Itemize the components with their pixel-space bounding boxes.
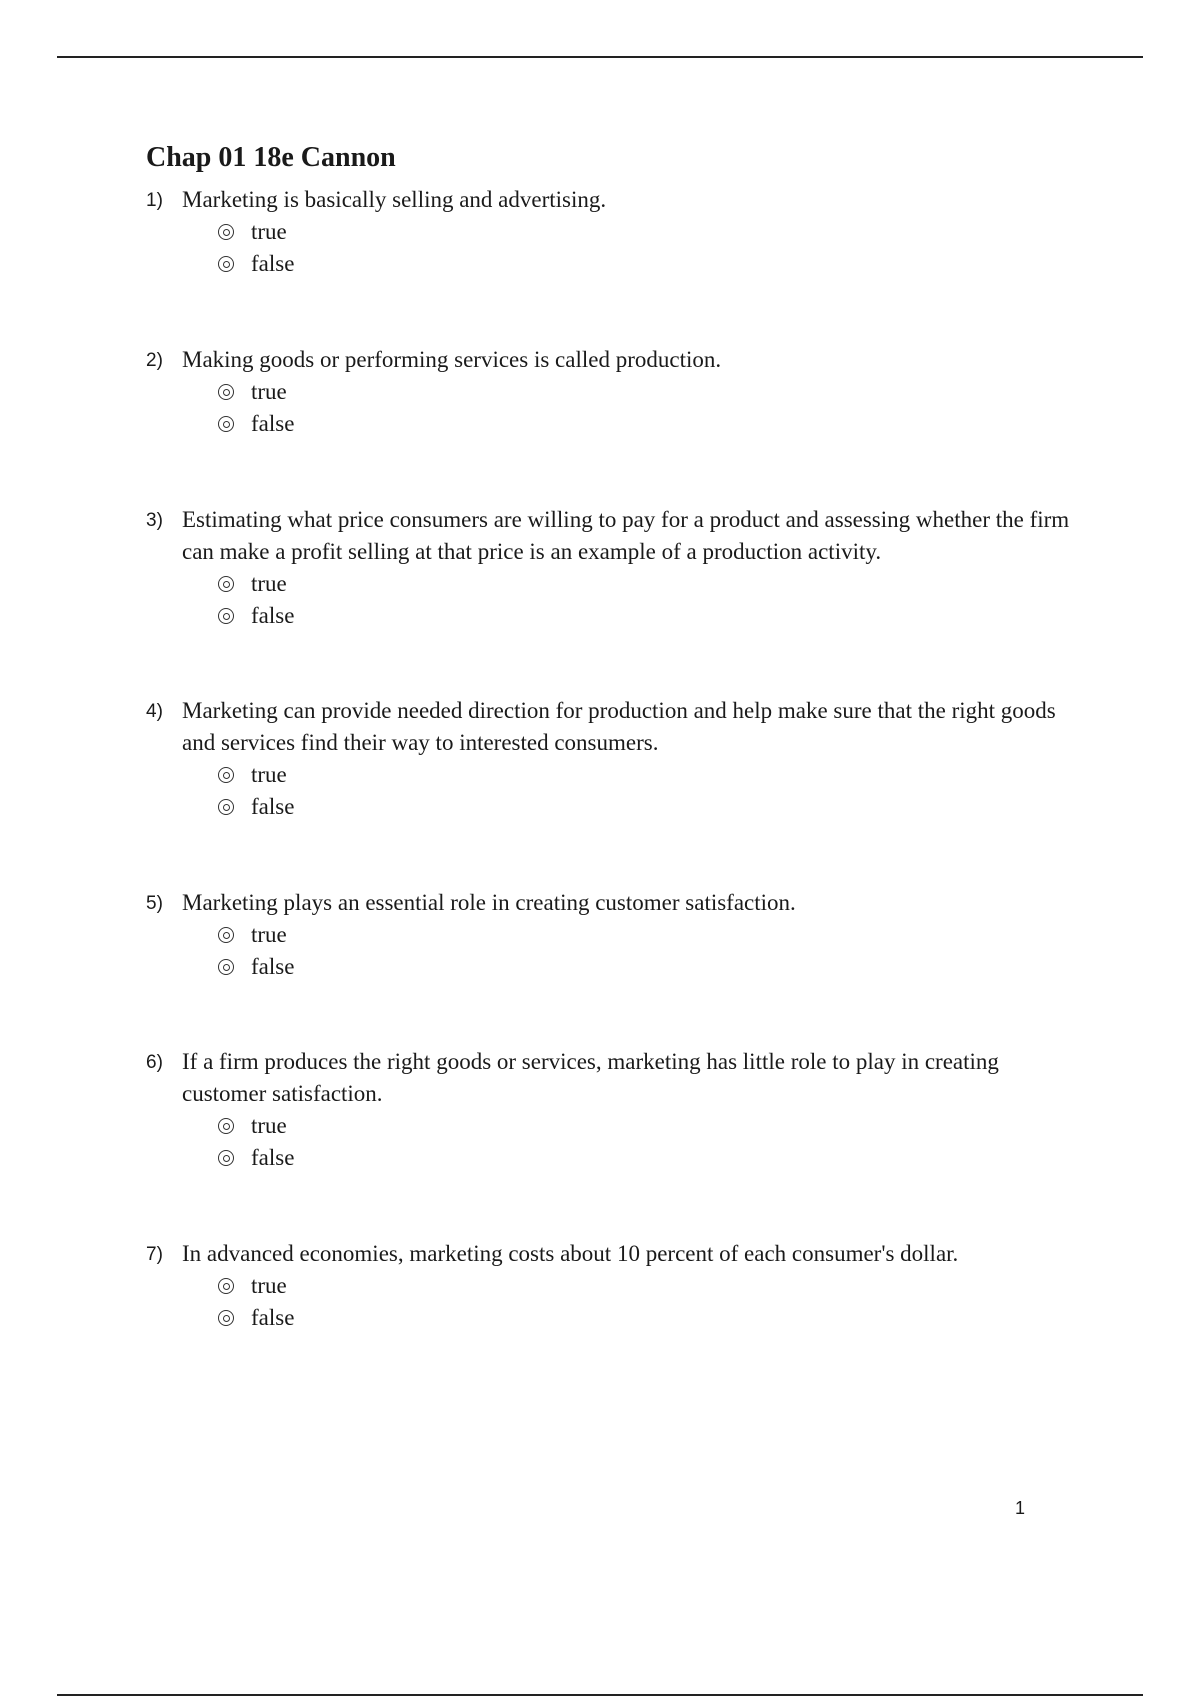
radio-icon[interactable] [218, 1310, 234, 1326]
option-true[interactable] [218, 919, 1086, 951]
radio-icon[interactable] [218, 224, 234, 240]
option-false[interactable] [218, 791, 1086, 823]
option-true[interactable] [218, 759, 1086, 791]
option-false[interactable] [218, 1302, 1086, 1334]
question-2 [146, 344, 1086, 440]
question-6 [146, 1046, 1086, 1174]
page-number: 1 [1015, 1498, 1026, 1518]
option-label: true [251, 922, 287, 947]
option-false[interactable] [218, 1142, 1086, 1174]
option-label: true [251, 1113, 287, 1138]
answer-options [146, 568, 1086, 632]
radio-icon[interactable] [218, 608, 234, 624]
question-text: Making goods or performing services is called production. [182, 347, 722, 372]
option-label: true [251, 571, 287, 596]
option-label: false [251, 251, 295, 276]
option-true[interactable] [218, 568, 1086, 600]
question-number: 5) [146, 893, 163, 914]
question-7 [146, 1238, 1086, 1334]
radio-icon[interactable] [218, 576, 234, 592]
question-stem [146, 887, 1086, 919]
question-number: 4) [146, 701, 163, 722]
question-text: Marketing can provide needed direction for production and help make sure that the right goods and services find their way to interested consumers. [182, 698, 1056, 755]
answer-options [146, 1270, 1086, 1334]
option-true[interactable] [218, 216, 1086, 248]
question-3 [146, 504, 1086, 632]
question-stem [146, 504, 1086, 568]
question-stem [146, 1238, 1086, 1270]
option-label: false [251, 794, 295, 819]
option-label: false [251, 411, 295, 436]
radio-icon[interactable] [218, 767, 234, 783]
radio-icon[interactable] [218, 927, 234, 943]
option-false[interactable] [218, 248, 1086, 280]
question-stem [146, 344, 1086, 376]
question-4 [146, 695, 1086, 823]
question-number: 1) [146, 190, 163, 211]
option-label: true [251, 219, 287, 244]
answer-options [146, 1110, 1086, 1174]
option-true[interactable] [218, 1110, 1086, 1142]
question-5 [146, 887, 1086, 983]
option-label: true [251, 379, 287, 404]
document-title: Chap 01 18e Cannon [146, 142, 396, 173]
option-true[interactable] [218, 1270, 1086, 1302]
question-number: 3) [146, 510, 163, 531]
option-false[interactable] [218, 600, 1086, 632]
radio-icon[interactable] [218, 799, 234, 815]
option-label: false [251, 954, 295, 979]
question-1 [146, 184, 1086, 280]
radio-icon[interactable] [218, 1150, 234, 1166]
option-label: true [251, 1273, 287, 1298]
question-number: 2) [146, 350, 163, 371]
question-stem [146, 695, 1086, 759]
option-label: false [251, 1145, 295, 1170]
option-label: false [251, 1305, 295, 1330]
top-rule [57, 56, 1143, 58]
option-false[interactable] [218, 951, 1086, 983]
bottom-rule [57, 1694, 1143, 1696]
option-label: true [251, 762, 287, 787]
question-text: If a firm produces the right goods or services, marketing has little role to play in creating customer satisfaction. [182, 1049, 999, 1106]
question-stem [146, 184, 1086, 216]
option-false[interactable] [218, 408, 1086, 440]
radio-icon[interactable] [218, 1278, 234, 1294]
answer-options [146, 759, 1086, 823]
question-number: 6) [146, 1052, 163, 1073]
radio-icon[interactable] [218, 959, 234, 975]
answer-options [146, 216, 1086, 280]
option-label: false [251, 603, 295, 628]
question-number: 7) [146, 1244, 163, 1265]
document-body [146, 140, 1086, 1330]
radio-icon[interactable] [218, 416, 234, 432]
option-true[interactable] [218, 376, 1086, 408]
answer-options [146, 376, 1086, 440]
question-text: In advanced economies, marketing costs about 10 percent of each consumer's dollar. [182, 1241, 959, 1266]
radio-icon[interactable] [218, 1118, 234, 1134]
question-stem [146, 1046, 1086, 1110]
answer-options [146, 919, 1086, 983]
radio-icon[interactable] [218, 384, 234, 400]
question-text: Marketing plays an essential role in creating customer satisfaction. [182, 890, 796, 915]
question-text: Estimating what price consumers are willing to pay for a product and assessing whether the firm can make a profit selling at that price is an example of a production activity. [182, 507, 1070, 564]
radio-icon[interactable] [218, 256, 234, 272]
question-text: Marketing is basically selling and advertising. [182, 187, 607, 212]
